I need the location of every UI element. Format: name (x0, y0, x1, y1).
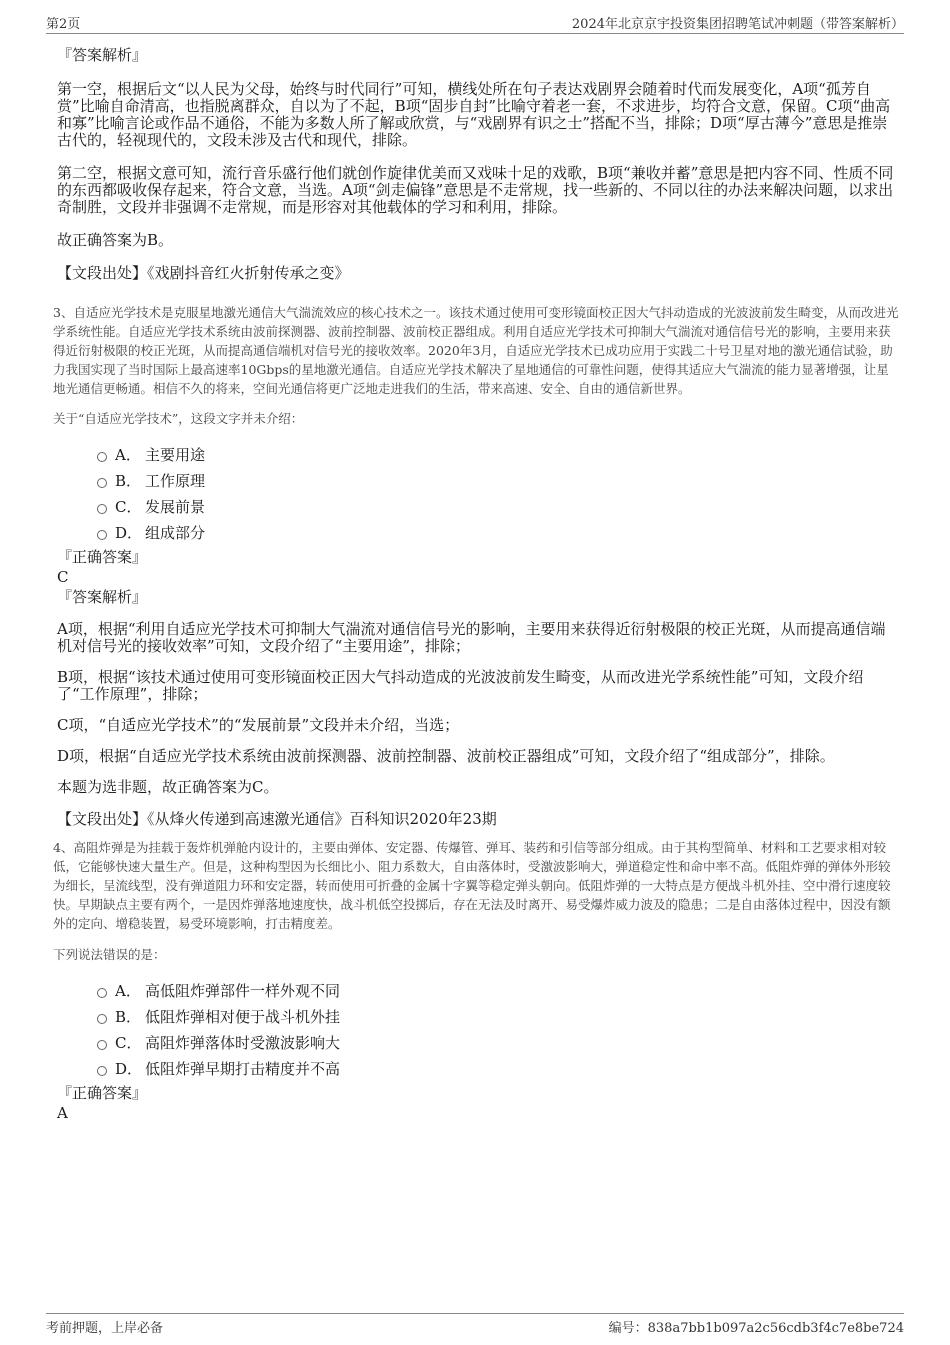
radio-button[interactable] (97, 1066, 107, 1076)
option-d[interactable] (57, 523, 897, 549)
option-letter: D． (115, 524, 143, 542)
option-a[interactable] (57, 981, 897, 1007)
correct-answer-value: C (57, 568, 69, 586)
page-footer (46, 1313, 904, 1336)
analysis-label: 『答案解析』 (57, 46, 148, 64)
option-letter: B． (115, 472, 142, 490)
radio-button[interactable] (97, 1014, 107, 1024)
analysis-paragraph: 第二空，根据文意可知，流行音乐盛行他们就创作旋律优美而又戏味十足的戏歌，B项“兼收并蓄”意思是把内容不同、性质不同的东西都吸收保存起来，符合文意，当选。A项“剑走偏锋”意思是不走常规，找一些新的、不同以往的办法来解决问题，以求出奇制胜，文段并非强调不走常规，而是形容对其他载体的学习和利用，排除。 (57, 164, 894, 216)
source-citation: 【文段出处】《从烽火传递到高速激光通信》百科知识2020年23期 (57, 810, 497, 828)
analysis-label: 『答案解析』 (57, 588, 148, 606)
analysis-paragraph: B项，根据“该技术通过使用可变形镜面校正因大气抖动造成的光波波前发生畸变，从而改进光学系统性能”可知，文段介绍了“工作原理”，排除； (57, 668, 864, 703)
source-citation: 【文段出处】《戏剧抖音红火折射传承之变》 (57, 264, 350, 282)
page-number: 第2页 (46, 17, 81, 32)
option-c[interactable] (57, 497, 897, 523)
option-letter: C． (115, 1034, 142, 1052)
analysis-paragraph: C项，“自适应光学技术”的“发展前景”文段并未介绍，当选； (57, 716, 460, 734)
document-title: 2024年北京京宇投资集团招聘笔试冲刺题（带答案解析） (571, 17, 904, 32)
radio-button[interactable] (97, 988, 107, 998)
option-text: 工作原理 (145, 472, 206, 490)
option-b[interactable] (57, 471, 897, 497)
option-d[interactable] (57, 1059, 897, 1085)
option-text: 发展前景 (145, 498, 206, 516)
main-content (53, 45, 899, 1123)
option-text: 高低阻炸弹部件一样外观不同 (145, 982, 341, 1000)
question-3-prompt: 关于“自适应光学技术”，这段文字并未介绍： (53, 411, 304, 426)
analysis-conclusion: 本题为选非题，故正确答案为C。 (57, 778, 279, 796)
analysis-conclusion: 故正确答案为B。 (57, 231, 174, 249)
analysis-paragraph: A项，根据“利用自适应光学技术可抑制大气湍流对通信信号光的影响，主要用来获得近衍射极限的校正光斑，从而提高通信端机对信号光的接收效率”可知，文段介绍了“主要用途”，排除； (57, 620, 886, 655)
option-a[interactable] (57, 445, 897, 471)
option-letter: D． (115, 1060, 143, 1078)
radio-button[interactable] (97, 530, 107, 540)
question-4-prompt: 下列说法错误的是： (53, 947, 166, 962)
option-text: 低阻炸弹相对便于战斗机外挂 (145, 1008, 341, 1026)
option-text: 主要用途 (145, 446, 206, 464)
question-4-text: 4、高阻炸弹是为挂载于轰炸机弹舱内设计的，主要由弹体、安定器、传爆管、弹耳、装药和引信等部分组成。由于其构型简单、材料和工艺要求相对较低，它能够快速大量生产。但是，这种构型因为长细比小、阻力系数大，自由落体时，受激波影响大，弹道稳定性和命中率不高。低阻炸弹的弹体外形较为细长，呈流线型，没有弹道阻力环和安定器，转而使用可折叠的金属十字翼等稳定弹头朝向。低阻炸弹的一大特点是方便战斗机外挂、空中滑行速度较快。早期缺点主要有两个，一是因炸弹落地速度快，战斗机低空投掷后，存在无法及时离开、易受爆炸威力波及的隐患；二是自由落体过程中，因没有额外的定向、增稳装置，易受环境影响，打击精度差。 (53, 840, 891, 931)
option-letter: A． (115, 446, 141, 464)
question-4-options (57, 981, 897, 1085)
analysis-paragraph: 第一空，根据后文“以人民为父母，始终与时代同行”可知，横线处所在句子表达戏剧界会随着时代而发展变化，A项“孤芳自赏”比喻自命清高，也指脱离群众，自以为了不起，B项“固步自封”比喻守着老一套，不求进步，均符合文意，保留。C项“曲高和寡”比喻言论或作品不通俗，不能为多数人所了解或欣赏，与“戏剧界有识之士”搭配不当，排除；D项“厚古薄今”意思是推崇古代的，轻视现代的，文段未涉及古代和现代，排除。 (57, 80, 891, 149)
page-header (46, 13, 904, 34)
radio-button[interactable] (97, 478, 107, 488)
option-text: 组成部分 (145, 524, 206, 542)
option-c[interactable] (57, 1033, 897, 1059)
option-text: 低阻炸弹早期打击精度并不高 (145, 1060, 341, 1078)
radio-button[interactable] (97, 452, 107, 462)
correct-answer-label: 『正确答案』 (57, 548, 148, 566)
question-3-options (57, 445, 897, 549)
option-letter: A． (115, 982, 141, 1000)
document-id: 编号：838a7bb1b097a2c56cdb3f4c7e8be724 (608, 1321, 904, 1336)
radio-button[interactable] (97, 504, 107, 514)
question-3-text: 3、自适应光学技术是克服星地激光通信大气湍流效应的核心技术之一。该技术通过使用可变形镜面校正因大气抖动造成的光波波前发生畸变，从而改进光学系统性能。自适应光学技术系统由波前探测器、波前控制器、波前校正器组成。利用自适应光学技术可抑制大气湍流对通信信号光的影响，主要用来获得近衍射极限的校正光斑，从而提高通信端机对信号光的接收效率。2020年3月，自适应光学技术已成功应用于实践二十号卫星对地的激光通信试验，助力我国实现了当时国际上最高速率10Gbps的星地激光通信。自适应光学技术解决了星地通信的可靠性问题，使得其适应大气湍流的能力显著增强，让星地光通信更畅通。相信不久的将来，空间光通信将更广泛地走进我们的生活，带来高速、安全、自由的通信新世界。 (53, 305, 899, 396)
radio-button[interactable] (97, 1040, 107, 1050)
option-text: 高阻炸弹落体时受激波影响大 (145, 1034, 341, 1052)
option-letter: B． (115, 1008, 142, 1026)
analysis-paragraph: D项，根据“自适应光学技术系统由波前探测器、波前控制器、波前校正器组成”可知，文段介绍了“组成部分”，排除。 (57, 747, 835, 765)
option-b[interactable] (57, 1007, 897, 1033)
correct-answer-value: A (57, 1104, 68, 1122)
footer-slogan: 考前押题，上岸必备 (46, 1321, 164, 1336)
correct-answer-label: 『正确答案』 (57, 1084, 148, 1102)
option-letter: C． (115, 498, 142, 516)
